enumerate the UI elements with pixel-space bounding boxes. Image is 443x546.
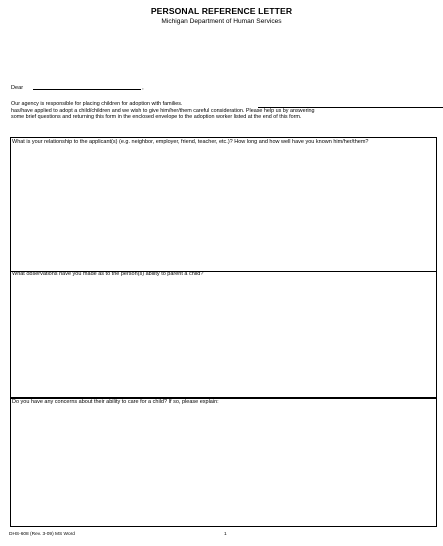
question-1-text: What is your relationship to the applicant(s) (e.g. neighbor, employer, friend, teacher, etc.)? How long and how well have you known him/her/them? [12, 139, 369, 145]
form-title: PERSONAL REFERENCE LETTER [150, 6, 293, 16]
intro-line-3: some brief questions and returning this form in the enclosed envelope to the adoption worker listed at the end of this form. [11, 114, 302, 121]
question-2-text: What observations have you made as to the person(s) ability to parent a child? [12, 271, 204, 277]
intro-line-1-text: Our agency is responsible for placing children for adoption with families. [11, 101, 183, 107]
form-id: DHS-608 (Rev. 3-09) MS Word [9, 532, 75, 537]
salutation-comma: , [142, 85, 144, 91]
dear-label: Dear [11, 85, 24, 91]
question-2-answer-box[interactable] [10, 270, 437, 399]
department-name: Michigan Department of Human Services [161, 18, 282, 25]
intro-line-1 [11, 101, 441, 108]
salutation-row [11, 85, 144, 91]
intro-paragraph [11, 101, 441, 121]
question-3-answer-box[interactable] [10, 397, 437, 527]
question-1-answer-box[interactable] [10, 137, 437, 272]
recipient-name-field[interactable] [33, 89, 141, 90]
intro-line-2: has/have applied to adopt a child/children and we wish to give him/her/them careful consideration. Please help us by answering [11, 107, 315, 114]
page-number: 1 [224, 532, 227, 537]
question-3-text: Do you have any concerns about their ability to care for a child? If so, please explain: [12, 399, 219, 405]
